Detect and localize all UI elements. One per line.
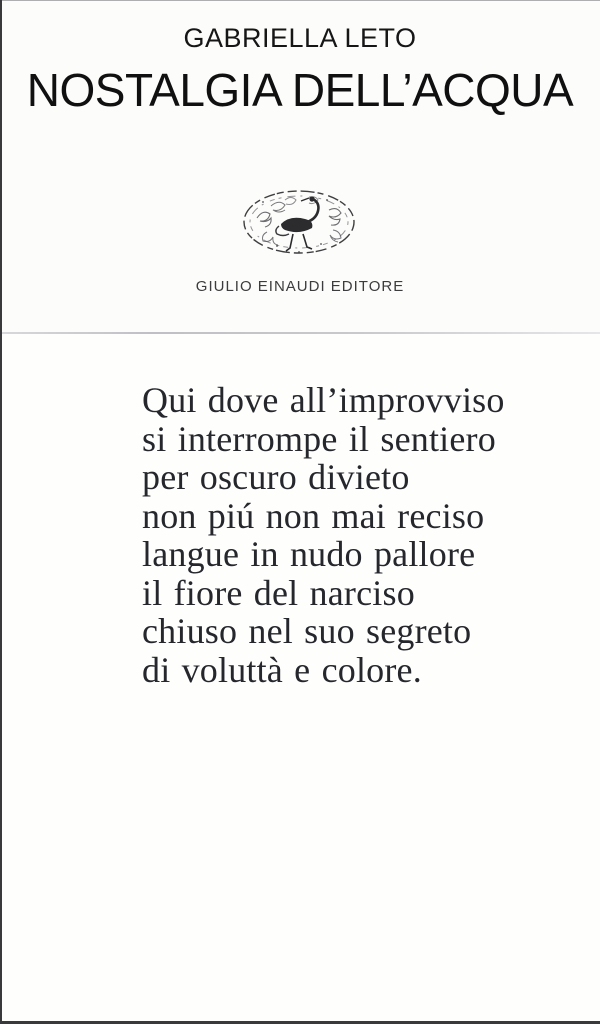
poem-line: chiuso nel suo segreto <box>142 611 472 651</box>
poem-line: si interrompe il sentiero <box>142 418 496 459</box>
cover-band-divider <box>0 332 600 334</box>
poem-line: per oscuro divieto <box>142 457 410 497</box>
scan-edge-left <box>0 0 2 1024</box>
poem-line: non piú non mai reciso <box>142 495 485 536</box>
publisher-logo-area <box>0 186 600 271</box>
poem-line: di voluttà e colore. <box>142 649 422 690</box>
poem-excerpt <box>142 381 562 689</box>
scan-edge-top <box>0 0 600 1</box>
poem-line: langue in nudo pallore <box>142 534 476 574</box>
poem-line: il fiore del narciso <box>142 572 415 613</box>
author-name: GABRIELLA LETO <box>183 23 417 53</box>
publisher-name: GIULIO EINAUDI EDITORE <box>195 278 405 295</box>
poem-line: Qui dove all’improvviso <box>142 380 505 420</box>
einaudi-ostrich-logo <box>237 186 363 266</box>
book-title: NOSTALGIA DELL’ACQUA <box>26 64 574 116</box>
